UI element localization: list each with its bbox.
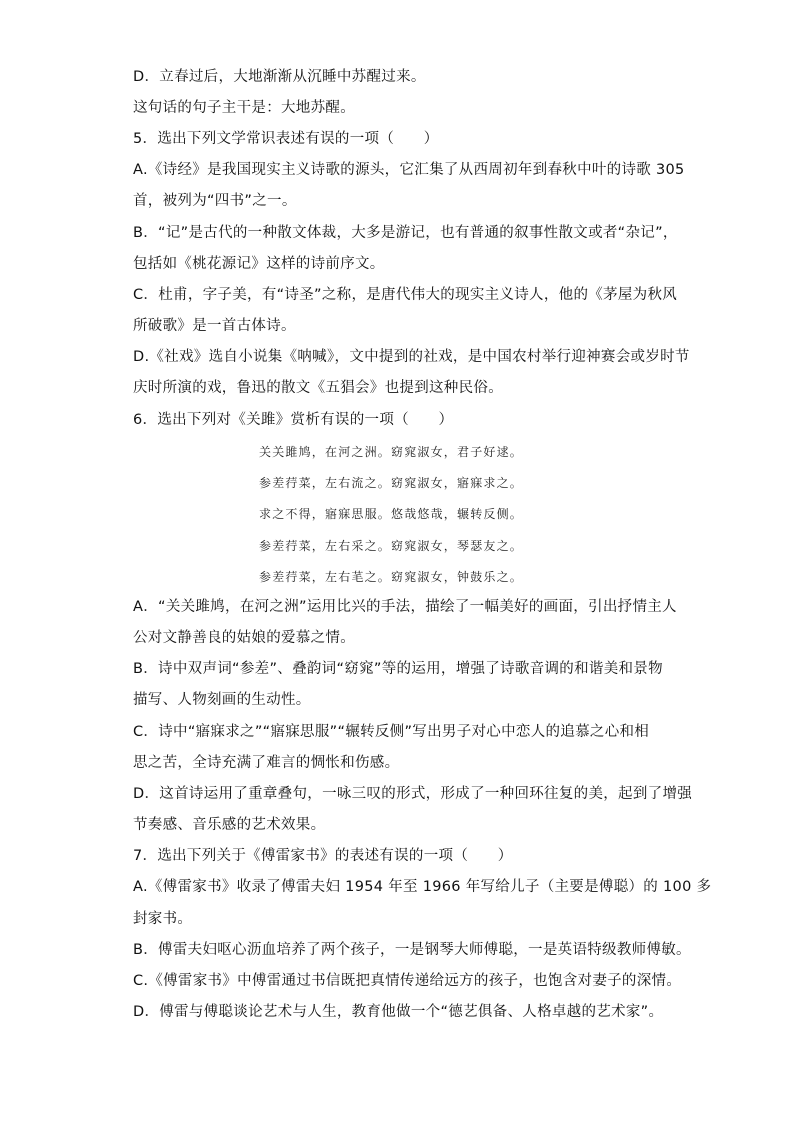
q7-option-c: C.《傅雷家书》中傅雷通过书信既把真情传递给远方的孩子，也饱含对妻子的深情。 [133,973,682,989]
q6-option-d-line1: D．这首诗运用了重章叠句，一咏三叹的形式，形成了一种回环往复的美，起到了增强 [133,786,693,802]
q7-option-d: D．傅雷与傅聪谈论艺术与人生，教育他做一个“德艺俱备、人格卓越的艺术家”。 [133,1004,664,1020]
q6-option-d-line2: 节奏感、音乐感的艺术效果。 [133,817,326,833]
q6-option-a-line1: A．“关关雎鸠，在河之洲”运用比兴的手法，描绘了一幅美好的画面，引出抒情主人 [133,599,677,615]
poem-stanza-line: 参差荇菜，左右采之。窈窕淑女，琴瑟友之。 [259,539,524,553]
question-6: 6．选出下列对《关雎》赏析有误的一项（ ） [133,412,454,428]
answer-note: 这句话的句子主干是：大地苏醒。 [133,100,355,116]
q6-option-c-line1: C．诗中“寤寐求之”“寤寐思服”“辗转反侧”写出男子对心中恋人的追慕之心和相 [133,724,650,740]
poem-stanza-line: 求之不得，寤寐思服。悠哉悠哉，辗转反侧。 [259,507,524,521]
q6-option-b-line2: 描写、人物刻画的生动性。 [133,692,311,708]
q5-option-c-line2: 所破歌》是一首古体诗。 [133,318,296,334]
poem-stanza-line: 参差荇菜，左右芼之。窈窕淑女，钟鼓乐之。 [259,570,524,584]
q5-option-d-line2: 庆时所演的戏，鲁迅的散文《五猖会》也提到这种民俗。 [133,380,503,396]
q5-option-d-line1: D.《社戏》选自小说集《呐喊》，文中提到的社戏，是中国农村举行迎神赛会或岁时节 [133,349,690,365]
question-7: 7．选出下列关于《傅雷家书》的表述有误的一项（ ） [133,848,513,864]
q5-option-b-line1: B．“记”是古代的一种散文体裁，大多是游记，也有普通的叙事性散文或者“杂记”， [133,225,678,241]
q5-option-c-line1: C．杜甫，字子美，有“诗圣”之称，是唐代伟大的现实主义诗人，他的《茅屋为秋风 [133,287,678,303]
q7-option-a-line2: 封家书。 [133,911,193,927]
question-5: 5．选出下列文学常识表述有误的一项（ ） [133,131,439,147]
poem-stanza-line: 参差荇菜，左右流之。窈窕淑女，寤寐求之。 [259,476,524,490]
q5-option-b-line2: 包括如《桃花源记》这样的诗前序文。 [133,256,385,272]
q7-option-b: B．傅雷夫妇呕心沥血培养了两个孩子，一是钢琴大师傅聪，一是英语特级教师傅敏。 [133,942,691,958]
poem-stanza-line: 关关雎鸠，在河之洲。窈窕淑女，君子好逑。 [259,445,524,459]
q6-option-b-line1: B．诗中双声词“参差”、叠韵词“窈窕”等的运用，增强了诗歌音调的和谐美和景物 [133,661,663,677]
q5-option-a-line1: A.《诗经》是我国现实主义诗歌的源头，它汇集了从西周初年到春秋中叶的诗歌 305 [133,162,685,178]
q6-option-c-line2: 思之苦，全诗充满了难言的惆怅和伤感。 [133,755,400,771]
q5-option-a-line2: 首，被列为“四书”之一。 [133,193,297,209]
q7-option-a-line1: A.《傅雷家书》收录了傅雷夫妇 1954 年至 1966 年写给儿子（主要是傅聪）的 100 多 [133,879,712,895]
q6-option-a-line2: 公对文静善良的姑娘的爱慕之情。 [133,630,355,646]
option-d-q4: D．立春过后，大地渐渐从沉睡中苏醒过来。 [133,69,426,85]
